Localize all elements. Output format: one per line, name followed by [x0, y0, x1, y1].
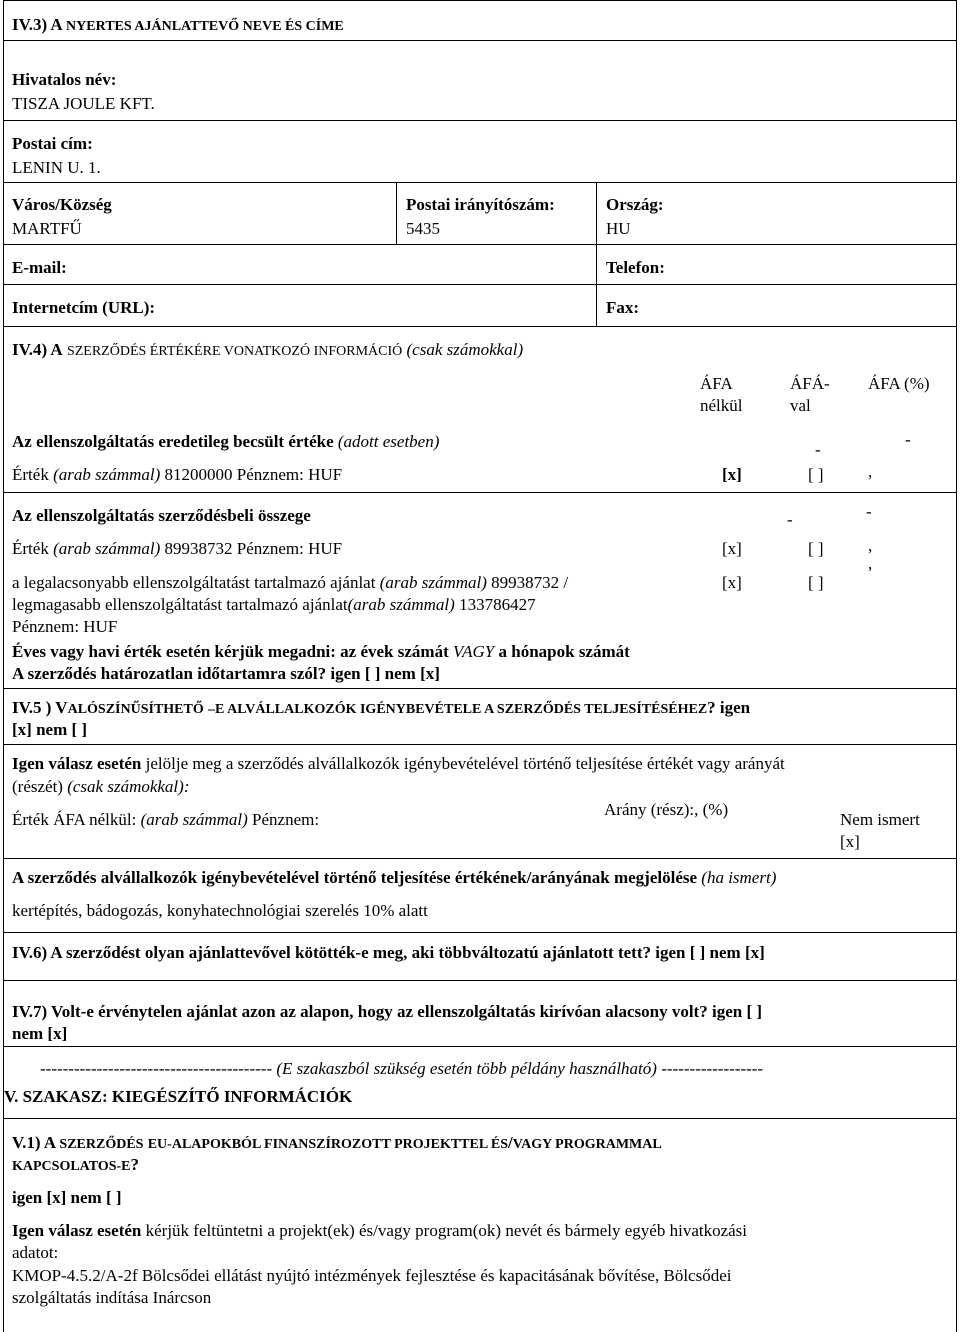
repeat-note: ----------------------------------------- (E szakaszból szükség esetén több példány használható) ------------------	[40, 1059, 764, 1078]
official-name-label: Hivatalos név:	[12, 70, 117, 89]
designation-line: A szerződés alvállalkozók igénybevételével történő teljesítése értékének/arányának megjelölése (ha ismert)	[12, 868, 777, 887]
highest-offer-line: legmagasabb ellenszolgáltatást tartalmazó ajánlat(arab számmal) 133786427	[12, 595, 536, 614]
rule-under-s45-values	[3, 858, 956, 859]
range-no-vat-check[interactable]: [x]	[722, 573, 742, 592]
project-reference-2: szolgáltatás indítása Inárcson	[12, 1288, 212, 1307]
rule-under-s43-title	[3, 40, 956, 41]
s43-heading: IV.3) A NYERTES AJÁNLATTEVŐ NEVE ÉS CÍME	[12, 15, 344, 34]
s45-answer: [x] nem [ ]	[12, 720, 88, 739]
s44-heading: IV.4) A SZERZŐDÉS ÉRTÉKÉRE VONATKOZÓ INFORMÁCIÓ (csak számokkal)	[12, 340, 524, 359]
rule-under-s46	[3, 980, 956, 981]
contract-no-vat-check[interactable]: [x]	[722, 539, 742, 558]
unknown-check[interactable]: [x]	[840, 832, 860, 851]
contract-pct-comma-1: ,	[868, 536, 873, 555]
estimated-dash-pct: -	[905, 430, 911, 449]
col-header-no-vat-2: nélkül	[700, 396, 743, 415]
estimated-value-line: Érték (arab számmal) 81200000 Pénznem: HUF	[12, 465, 343, 484]
s45-yes-text-1: Igen válasz esetén jelölje meg a szerződés alvállalkozók igénybevételével történő teljesítése értékét vagy arányát	[12, 754, 785, 773]
designation-value: kertépítés, bádogozás, konyhatechnológiai szerelés 10% alatt	[12, 901, 428, 920]
value-no-vat-line: Érték ÁFA nélkül: (arab számmal) Pénznem:	[12, 810, 320, 829]
s46-line: IV.6) A szerződést olyan ajánlattevővel kötötték-e meg, aki többváltozatú ajánlatott tett? igen [ ] nem [x]	[12, 943, 765, 962]
lowest-offer-line: a legalacsonyabb ellenszolgáltatást tartalmazó ajánlat (arab számmal) 89938732 /	[12, 573, 569, 592]
postal-address-label: Postai cím:	[12, 134, 93, 153]
contract-pct-comma-2: ,	[868, 554, 873, 573]
estimated-label: Az ellenszolgáltatás eredetileg becsült értéke (adott esetben)	[12, 432, 440, 451]
zip-value: 5435	[406, 219, 440, 238]
divider-country	[596, 182, 597, 326]
s47-line-1: IV.7) Volt-e érvénytelen ajánlat azon az alapon, hogy az ellenszolgáltatás kirívóan alacsony volt? igen [ ]	[12, 1002, 763, 1021]
section-v-title: V. SZAKASZ: KIEGÉSZÍTŐ INFORMÁCIÓK	[4, 1087, 353, 1106]
official-name-value: TISZA JOULE KFT.	[12, 94, 155, 113]
phone-label: Telefon:	[606, 258, 665, 277]
rule-top	[3, 0, 956, 1]
s45-yes-text-2: (részét) (csak számokkal):	[12, 777, 190, 796]
rule-under-s45-q	[3, 744, 956, 745]
rule-under-email	[3, 284, 956, 285]
outer-border-right	[956, 0, 957, 1332]
outer-border-left	[3, 0, 4, 1332]
ratio-label: Arány (rész):, (%)	[604, 800, 729, 819]
s51-yes-text-1: Igen válasz esetén kérjük feltüntetni a projekt(ek) és/vagy program(ok) nevét és bármely egyéb hivatkozási	[12, 1221, 748, 1240]
divider-zip	[396, 182, 397, 244]
estimated-pct-comma: ,	[868, 462, 873, 481]
rule-under-name	[3, 120, 956, 121]
rule-under-estimated	[3, 492, 956, 493]
col-header-vat-1: ÁFÁ-	[790, 374, 830, 393]
indefinite-duration-line: A szerződés határozatlan időtartamra szól? igen [ ] nem [x]	[12, 664, 440, 683]
country-label: Ország:	[606, 195, 664, 214]
s51-answer: igen [x] nem [ ]	[12, 1188, 122, 1207]
s51-heading-1: V.1) A SZERZŐDÉS EU-ALAPOKBÓL FINANSZÍROZOTT PROJEKTTEL ÉS/VAGY PROGRAMMAL	[12, 1133, 662, 1152]
s45-heading: IV.5 ) VALÓSZÍNŰSÍTHETŐ –E ALVÁLLALKOZÓK IGÉNYBEVÉTELE A SZERZŐDÉS TELJESÍTÉSÉHEZ? igen	[12, 698, 751, 717]
range-currency-line: Pénznem: HUF	[12, 617, 118, 636]
rule-under-address	[3, 182, 956, 183]
zip-label: Postai irányítószám:	[406, 195, 555, 214]
postal-address-value: LENIN U. 1.	[12, 158, 101, 177]
rule-under-s45	[3, 932, 956, 933]
contract-vat-check[interactable]: [ ]	[808, 539, 824, 558]
contract-dash-pct: -	[866, 502, 872, 521]
project-reference-1: KMOP-4.5.2/A-2f Bölcsődei ellátást nyújtó intézmények fejlesztése és kapacitásának bővítése, Bölcsődei	[12, 1266, 732, 1285]
url-label: Internetcím (URL):	[12, 298, 156, 317]
fax-label: Fax:	[606, 298, 640, 317]
s51-heading-2: KAPCSOLATOS-E?	[12, 1155, 140, 1174]
yearly-monthly-line: Éves vagy havi érték esetén kérjük megadni: az évek számát VAGY a hónapok számát	[12, 642, 630, 661]
email-label: E-mail:	[12, 258, 67, 277]
estimated-no-vat-check[interactable]: [x]	[722, 465, 742, 484]
rule-under-city	[3, 244, 956, 245]
col-header-vat-2: val	[790, 396, 811, 415]
col-header-no-vat-1: ÁFA	[700, 374, 733, 393]
estimated-vat-check[interactable]: [ ]	[808, 465, 824, 484]
rule-under-s44	[3, 688, 956, 689]
rule-above-s51	[3, 1118, 956, 1119]
col-header-vat-pct: ÁFA (%)	[868, 374, 930, 393]
country-value: HU	[606, 219, 631, 238]
s47-line-2: nem [x]	[12, 1024, 68, 1043]
rule-under-url	[3, 326, 956, 327]
unknown-label: Nem ismert	[840, 810, 920, 829]
city-value: MARTFŰ	[12, 219, 82, 238]
city-label: Város/Község	[12, 195, 112, 214]
estimated-dash-vat: -	[815, 440, 821, 459]
s51-yes-text-2: adatot:	[12, 1243, 59, 1262]
contract-dash-vat: -	[787, 510, 793, 529]
rule-under-s47	[3, 1046, 956, 1047]
contract-amount-label: Az ellenszolgáltatás szerződésbeli összege	[12, 506, 311, 525]
range-vat-check[interactable]: [ ]	[808, 573, 824, 592]
contract-value-line: Érték (arab számmal) 89938732 Pénznem: HUF	[12, 539, 343, 558]
